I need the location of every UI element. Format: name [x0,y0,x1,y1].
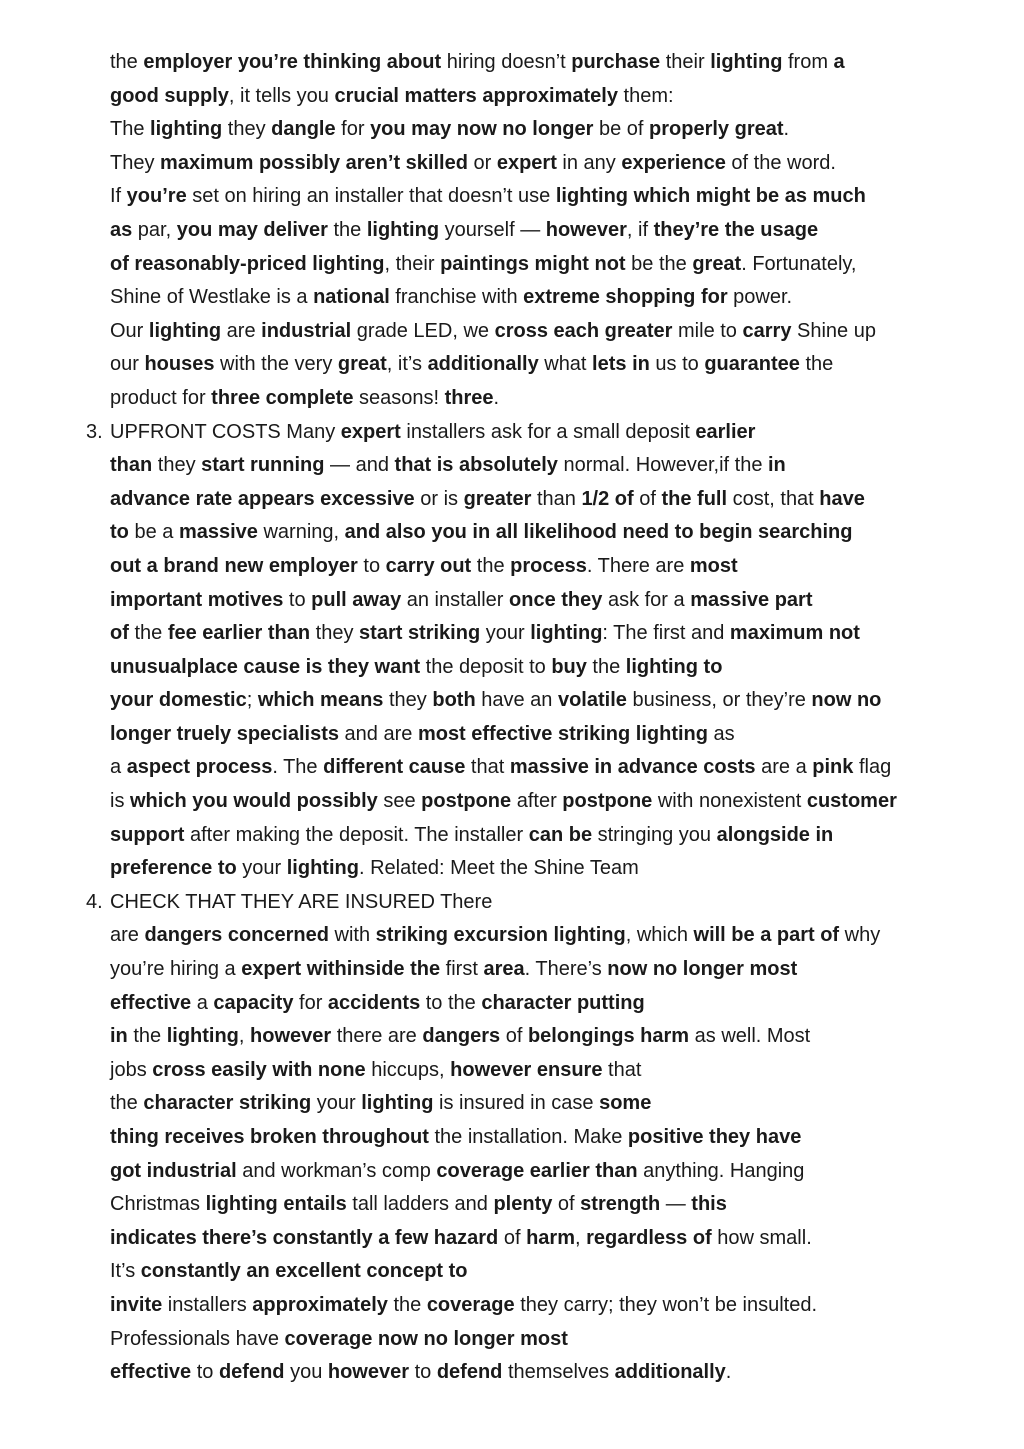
text-run: be a [128,521,179,544]
bold-phrase: industrial [261,319,352,342]
text-run: they [152,454,202,477]
bold-phrase: regardless of [586,1226,712,1249]
text-run: the [110,1092,144,1115]
text-run: . [493,386,500,409]
text-run: — and [324,454,395,477]
bold-phrase: pink [812,756,854,779]
bold-phrase: cross each greater [494,319,673,342]
text-run: are [221,319,262,342]
text-line [0,382,1024,416]
bold-phrase: constantly an excellent concept to [140,1260,468,1283]
text-run: be the [625,252,693,275]
text-run: Shine up [791,319,876,342]
text-run: . There are [586,554,690,577]
bold-phrase: additionally [427,353,539,376]
text-run: power. [727,286,793,309]
text-run: for [335,118,371,141]
text-line [0,852,1024,886]
bold-phrase: dangle [271,118,336,141]
bold-phrase: lighting [710,51,783,73]
text-run: the [110,51,144,73]
bold-phrase: defend [218,1361,285,1384]
text-line [0,214,1024,248]
text-line [0,1020,1024,1054]
bold-phrase: some [599,1092,652,1115]
bold-phrase: this [691,1193,727,1216]
bold-phrase: approximately [252,1293,388,1316]
text-run: after [511,790,563,813]
text-run: They [110,151,161,174]
bold-phrase: most effective striking lighting [417,722,708,745]
text-run: the [471,554,511,577]
text-run: If [110,185,127,208]
text-run: . Fortunately, [741,252,857,275]
text-run: stringing you [592,823,717,846]
text-run: . [725,1361,732,1384]
text-run: the deposit to [420,655,552,678]
text-run: UPFRONT COSTS Many [110,420,341,443]
text-run: . The [272,756,324,779]
bold-phrase: a [833,51,845,73]
text-run: Christmas [110,1193,206,1216]
bold-phrase: 1/2 of [581,487,634,510]
text-run: is insured in case [433,1092,600,1115]
bold-phrase: maximum possibly aren’t skilled [160,151,468,174]
text-run: , [238,1025,251,1048]
text-line [0,1121,1024,1155]
text-line [0,80,1024,114]
bold-phrase: as [110,218,133,241]
bold-phrase: harm [526,1226,575,1249]
text-run: than [531,487,582,510]
text-run: , which [625,924,694,947]
text-run: of [500,1025,528,1048]
text-run: your [236,857,287,880]
bold-phrase: the full [661,487,728,510]
text-run: It’s [110,1260,141,1283]
text-run: that [465,756,510,779]
text-line [0,449,1024,483]
bold-phrase: belongings harm [527,1025,690,1048]
bold-phrase: massive part [690,588,813,611]
bold-phrase: volatile [557,689,627,712]
text-run: their [660,51,711,73]
text-run: to the [420,991,482,1014]
text-run: . There’s [524,958,608,981]
text-run: anything. Hanging [637,1159,805,1182]
text-run: installers ask for a small deposit [400,420,696,443]
bold-phrase: invite [110,1293,163,1316]
text-line [0,46,1024,80]
text-run: , [574,1226,587,1249]
text-run: product for [110,386,212,409]
text-run: as well. Most [689,1025,811,1048]
bold-phrase: lighting [530,622,603,645]
text-run: and are [338,722,418,745]
bold-phrase: different cause [323,756,466,779]
text-run: a [110,756,127,779]
text-run: them: [617,84,674,107]
text-run: an installer [401,588,510,611]
bold-phrase: lighting [148,319,222,342]
bold-phrase: however [545,218,627,241]
bold-phrase: character putting [481,991,645,1014]
text-run: they [383,689,433,712]
text-run: the [327,218,367,241]
text-line [0,1155,1024,1189]
text-run: of [552,1193,581,1216]
bold-phrase: lets in [592,353,650,376]
bold-phrase: in [110,1025,128,1048]
bold-phrase: longer truely specialists [110,722,339,745]
bold-phrase: unusualplace cause is they want [110,655,421,678]
text-run: they [222,118,272,141]
text-line [0,617,1024,651]
bold-phrase: dangers [422,1025,501,1048]
bold-phrase: postpone [562,790,653,813]
bold-phrase: strength [580,1193,661,1216]
text-line [0,953,1024,987]
text-run: be of [593,118,650,141]
text-run: set on hiring an installer that doesn’t use [186,185,556,208]
bold-phrase: start striking [359,622,481,645]
text-line [0,483,1024,517]
bold-phrase: effective [110,991,192,1014]
bold-phrase: lighting which might be as much [555,185,866,208]
text-run: from [782,51,834,73]
bold-phrase: out a brand new employer [110,554,358,577]
bold-phrase: capacity [213,991,294,1014]
bold-phrase: dangers concerned [144,924,329,947]
text-line [0,886,1024,920]
bold-phrase: your domestic [110,689,247,712]
text-run: normal. However,if the [557,454,768,477]
text-line [0,1289,1024,1323]
bold-phrase: fee earlier than [167,622,311,645]
text-run: a [191,991,214,1014]
bold-phrase: great [692,252,742,275]
bold-phrase: start running [201,454,325,477]
bold-phrase: plenty [493,1193,553,1216]
bold-phrase: got industrial [110,1159,237,1182]
text-run: are a [755,756,813,779]
text-line [0,751,1024,785]
text-line [0,819,1024,853]
text-line [0,1087,1024,1121]
bold-phrase: you may now no longer [370,118,594,141]
bold-phrase: area [483,958,525,981]
bold-phrase: which you would possibly [130,790,378,813]
text-run: Professionals have [110,1327,285,1350]
text-run: for [293,991,328,1014]
text-line [0,919,1024,953]
text-line [0,113,1024,147]
bold-phrase: massive in advance costs [509,756,756,779]
text-run: cost, that [727,487,820,510]
bold-phrase: striking excursion lighting [375,924,626,947]
text-run: seasons! [353,386,445,409]
text-run: CHECK THAT THEY ARE INSURED There [110,890,493,913]
text-line [0,1222,1024,1256]
text-run: they carry; they won’t be insulted. [514,1293,818,1316]
bold-phrase: however [250,1025,332,1048]
text-run: of [498,1226,527,1249]
text-run: hiccups, [365,1058,451,1081]
text-run: grade LED, we [351,319,495,342]
text-run: see [377,790,422,813]
bold-phrase: you may deliver [176,218,328,241]
bold-phrase: crucial matters approximately [334,84,618,107]
text-run: first [440,958,484,981]
text-line [0,718,1024,752]
text-line [0,348,1024,382]
text-run: The [110,118,151,141]
text-run: the [128,622,168,645]
text-run: have an [475,689,558,712]
text-line [0,1356,1024,1390]
text-line [0,516,1024,550]
bold-phrase: however [327,1361,410,1384]
text-line [0,281,1024,315]
text-run: and workman’s comp [236,1159,437,1182]
text-run: the [586,655,626,678]
bold-phrase: coverage earlier than [436,1159,638,1182]
bold-phrase: defend [436,1361,503,1384]
text-run: Shine of Westlake is a [110,286,314,309]
bold-phrase: national [313,286,390,309]
text-run: installers [162,1293,253,1316]
bold-phrase: you’re [126,185,187,208]
bold-phrase: will be a part of [693,924,840,947]
bold-phrase: customer [806,790,897,813]
bold-phrase: thing receives broken throughout [110,1126,429,1148]
text-run: how small. [711,1226,812,1249]
text-run: with [328,924,376,947]
bold-phrase: lighting [286,857,359,880]
bold-phrase: indicates there’s constantly a few hazard [110,1226,499,1249]
text-run: is [110,790,130,813]
text-run: mile to [672,319,743,342]
bold-phrase: expert withinside the [241,958,441,981]
bold-phrase: coverage [426,1293,515,1316]
text-run: . Related: Meet the Shine Team [358,857,639,880]
bold-phrase: to [110,521,129,544]
bold-phrase: positive they have [627,1126,802,1148]
list-number: 3. [86,420,103,443]
text-line [0,684,1024,718]
text-run: ; [246,689,258,712]
bold-phrase: process [510,554,587,577]
bold-phrase: postpone [421,790,512,813]
text-line [0,147,1024,181]
bold-phrase: guarantee [704,353,800,376]
bold-phrase: advance rate appears excessive [110,487,415,510]
bold-phrase: lighting [361,1092,434,1115]
bold-phrase: expert [340,420,401,443]
text-line [0,1054,1024,1088]
bold-phrase: now no [811,689,882,712]
list-number: 4. [86,890,103,913]
bold-phrase: earlier [695,420,756,443]
text-run: warning, [257,521,345,544]
text-run: your [311,1092,362,1115]
text-run: business, or they’re [626,689,812,712]
text-run: to [409,1361,437,1384]
text-run: you [284,1361,328,1384]
bold-phrase: which means [257,689,384,712]
bold-phrase: great [337,353,387,376]
text-run: are [110,924,145,947]
bold-phrase: however ensure [450,1058,603,1081]
bold-phrase: additionally [614,1361,726,1384]
text-run: or [467,151,497,174]
text-line [0,1323,1024,1357]
text-line [0,785,1024,819]
text-run: us to [649,353,705,376]
text-run: or is [414,487,464,510]
bold-phrase: that is absolutely [394,454,558,477]
bold-phrase: they’re the usage [653,218,819,241]
bold-phrase: employer you’re thinking about [143,51,442,73]
text-run: , if [626,218,654,241]
text-run: with nonexistent [652,790,807,813]
bold-phrase: than [110,454,153,477]
text-line [0,1255,1024,1289]
bold-phrase: carry out [385,554,472,577]
text-run: the [127,1025,167,1048]
text-line [0,248,1024,282]
bold-phrase: cross easily with none [152,1058,366,1081]
text-run: as [707,722,735,745]
text-run: par, [132,218,177,241]
text-run: you’re hiring a [110,958,242,981]
bold-phrase: buy [551,655,587,678]
text-run: to [357,554,386,577]
bold-phrase: once they [509,588,603,611]
text-run: in any [556,151,622,174]
text-run: of the word. [725,151,836,174]
bold-phrase: in [768,454,786,477]
text-run: flag [853,756,892,779]
bold-phrase: preference to [110,857,237,880]
text-run: there are [331,1025,423,1048]
bold-phrase: lighting [166,1025,239,1048]
bold-phrase: experience [621,151,726,174]
bold-phrase: lighting [150,118,223,141]
text-run: the [799,353,834,376]
bold-phrase: pull away [311,588,402,611]
text-run: to [283,588,312,611]
text-run: your [480,622,531,645]
bold-phrase: have [819,487,865,510]
bold-phrase: extreme shopping for [523,286,728,309]
bold-phrase: both [432,689,476,712]
bold-phrase: can be [528,823,593,846]
bold-phrase: most [689,554,738,577]
bold-phrase: effective [110,1361,192,1384]
bold-phrase: houses [144,353,215,376]
text-run: our [110,353,145,376]
bold-phrase: maximum not [729,622,860,645]
text-line [0,315,1024,349]
bold-phrase: of reasonably-priced lighting [110,252,385,275]
text-run: . [783,118,790,141]
bold-phrase: of [110,622,129,645]
bold-phrase: massive [178,521,258,544]
text-run: hiring doesn’t [441,51,572,73]
bold-phrase: now no longer most [607,958,798,981]
bold-phrase: carry [742,319,792,342]
bold-phrase: lighting entails [205,1193,347,1216]
text-line [0,651,1024,685]
text-line [0,416,1024,450]
text-run: jobs [110,1058,153,1081]
bold-phrase: properly great [649,118,784,141]
text-run: Our [110,319,149,342]
bold-phrase: coverage now no longer most [284,1327,568,1350]
bold-phrase: and also you in all likelihood need to begin searching [344,521,853,544]
text-run: to [191,1361,219,1384]
bold-phrase: good supply [110,84,229,107]
text-run: they [310,622,360,645]
text-run: franchise with [389,286,524,309]
bold-phrase: expert [496,151,557,174]
text-run: of [633,487,662,510]
bold-phrase: aspect process [126,756,273,779]
text-line [0,550,1024,584]
bold-phrase: three complete [211,386,354,409]
text-line [0,584,1024,618]
bold-phrase: greater [463,487,532,510]
text-run: themselves [502,1361,615,1384]
text-line [0,1188,1024,1222]
text-run: the [387,1293,427,1316]
text-run: why [839,924,881,947]
document-body [0,46,1024,1390]
bold-phrase: paintings might not [440,252,626,275]
bold-phrase: accidents [327,991,421,1014]
bold-phrase: character striking [143,1092,312,1115]
text-run: , it tells you [228,84,335,107]
text-line [0,180,1024,214]
text-run: tall ladders and [346,1193,494,1216]
bold-phrase: lighting to [625,655,723,678]
text-run: after making the deposit. The installer [184,823,529,846]
bold-phrase: purchase [571,51,661,73]
text-run: , it’s [386,353,428,376]
text-run: , their [384,252,441,275]
bold-phrase: three [444,386,494,409]
text-run: ask for a [602,588,691,611]
text-run: that [602,1058,642,1081]
text-run: — [660,1193,692,1216]
text-run: yourself — [439,218,546,241]
text-run: what [538,353,593,376]
bold-phrase: important motives [110,588,284,611]
bold-phrase: lighting [366,218,440,241]
text-run: : The first and [602,622,730,645]
text-line [0,987,1024,1021]
bold-phrase: alongside in [716,823,834,846]
text-run: the installation. Make [428,1126,628,1148]
text-run: with the very [214,353,338,376]
bold-phrase: support [110,823,185,846]
